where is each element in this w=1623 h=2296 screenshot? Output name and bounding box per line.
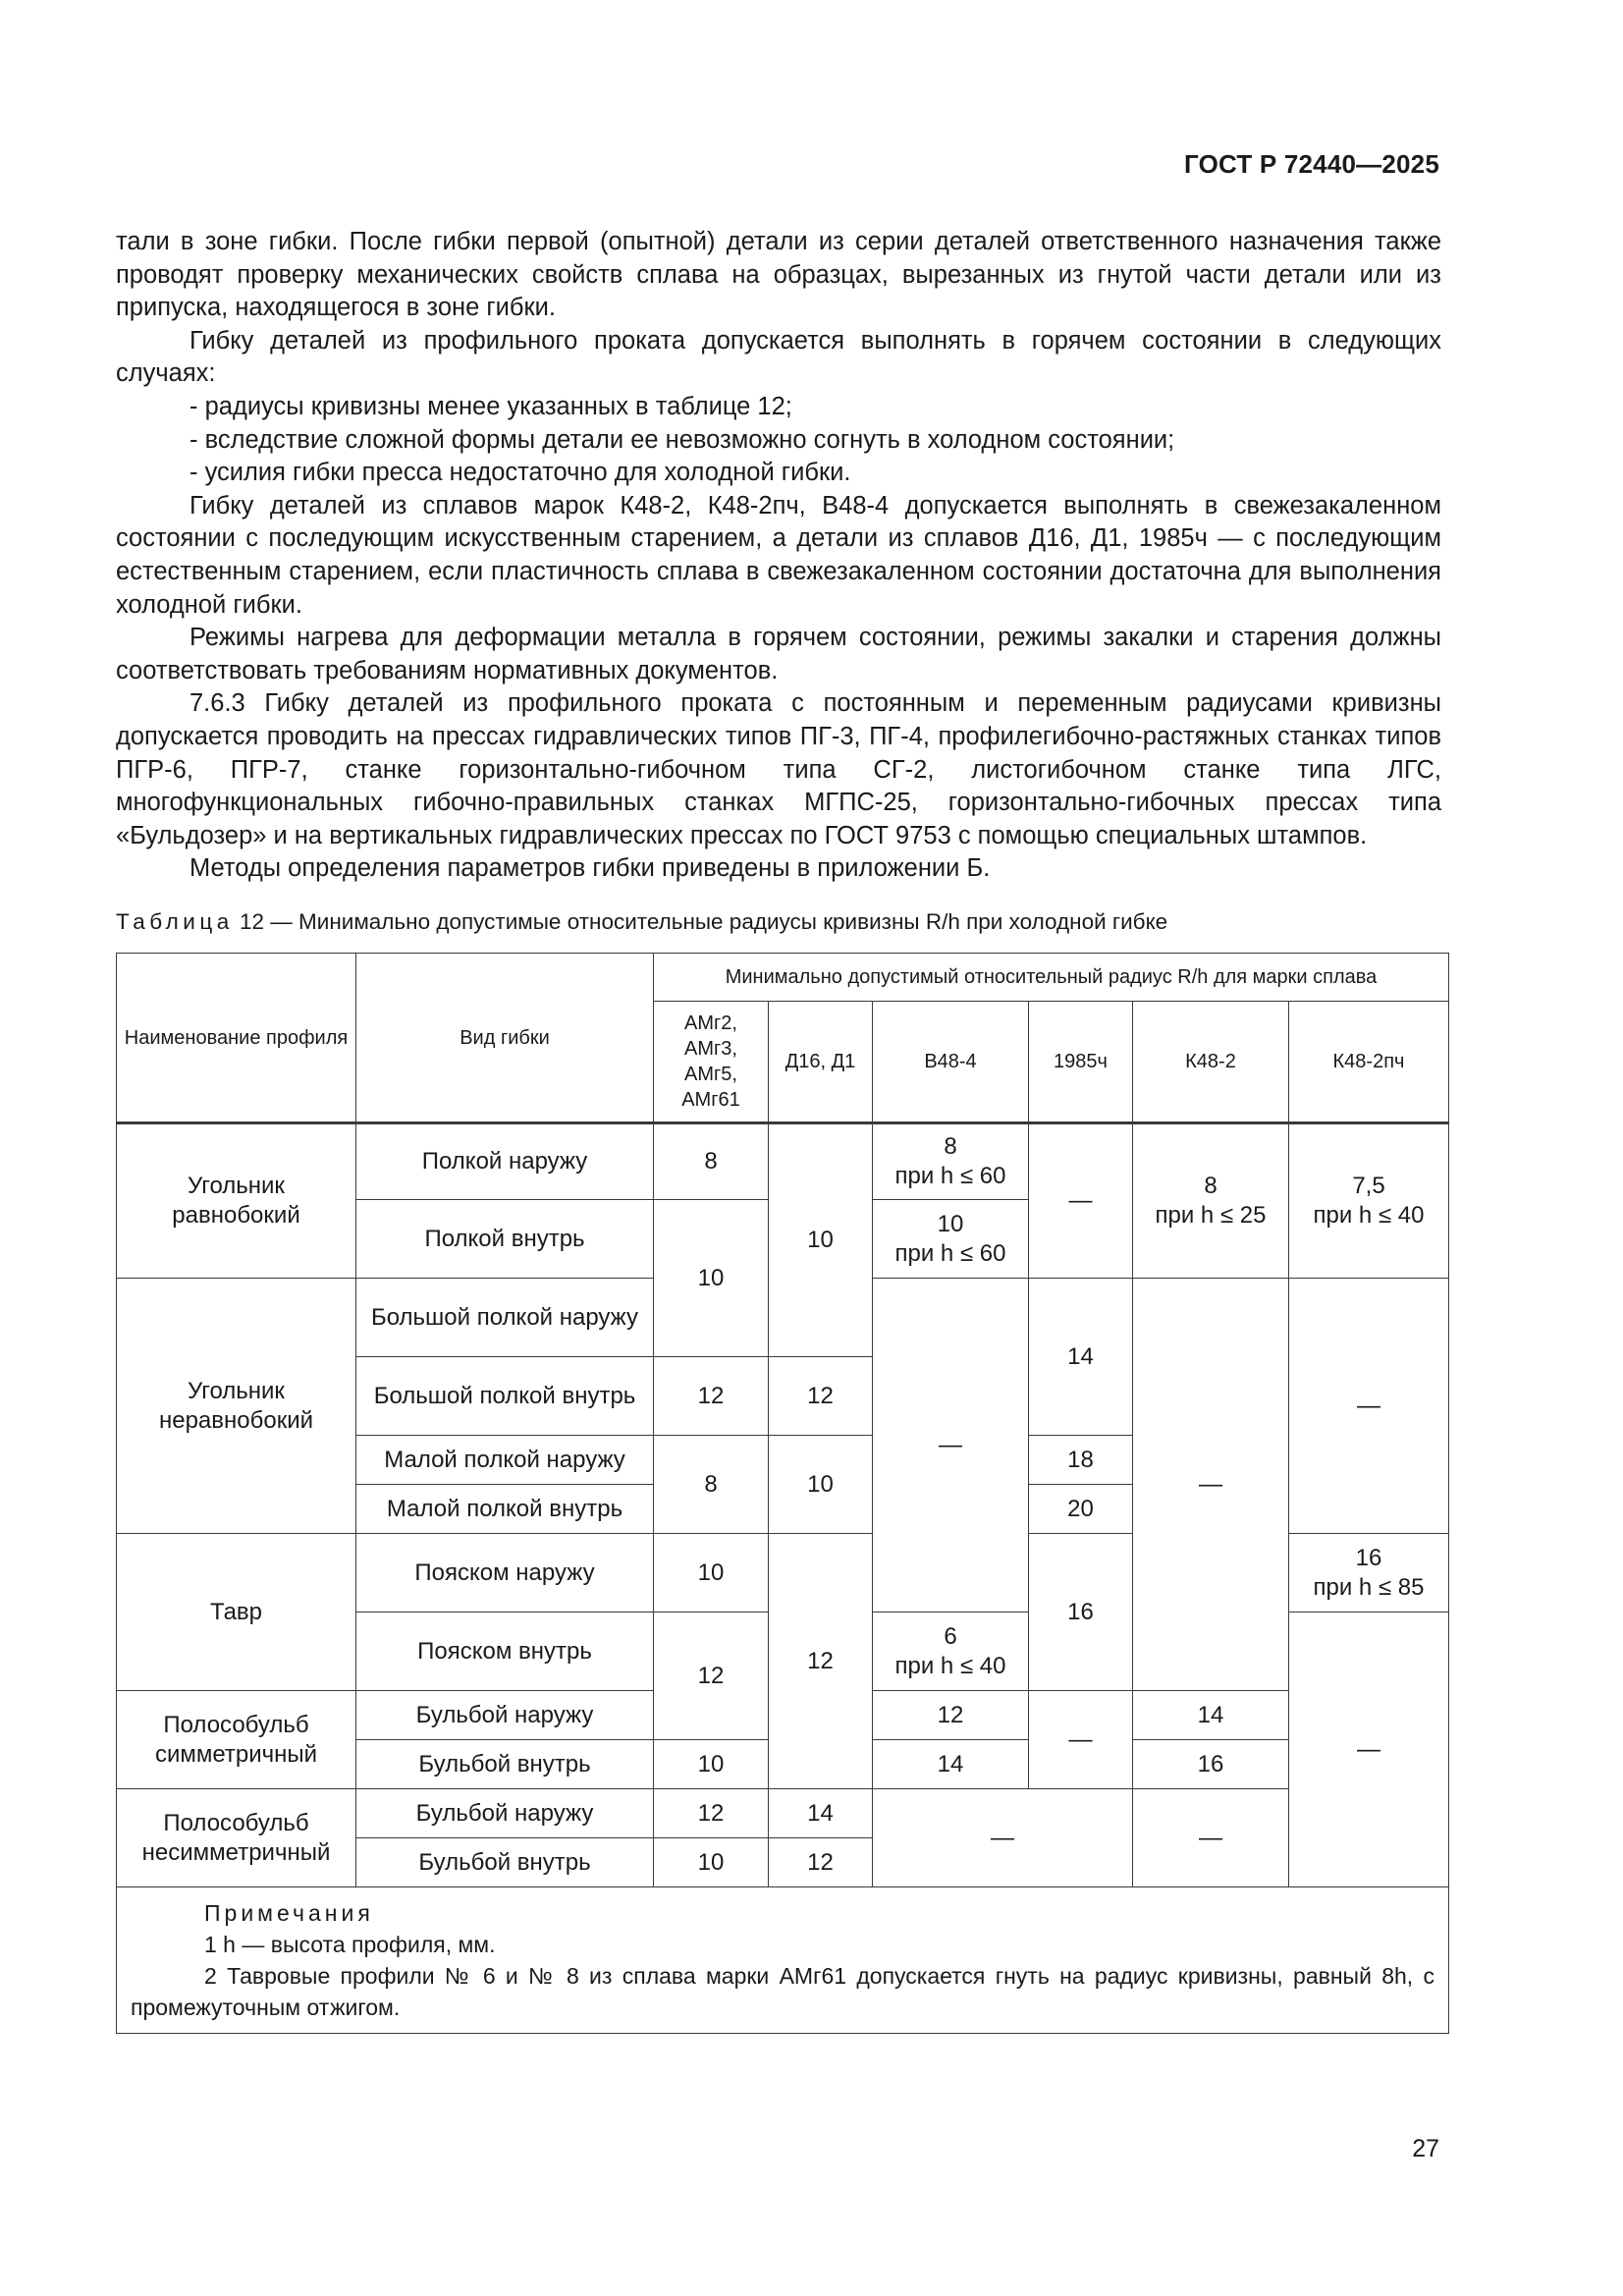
value-condition: при h ≤ 85 [1313,1573,1425,1601]
value-cell: 10 [654,1534,769,1613]
bend-cell: Большой полкой внутрь [356,1357,654,1436]
value-cell: 8 [654,1436,769,1534]
value-cell [1289,1534,1449,1613]
profile-cell: Угольник неравнобокий [117,1279,356,1534]
value-cell [873,1200,1029,1279]
value-cell: 14 [1029,1279,1133,1436]
note-item: 2 Тавровые профили № 6 и № 8 из сплава марки АМг61 допускается гнуть на радиус кривизны, равный 8h, с промежуточным отжигом. [131,1963,1434,2020]
profile-cell: Угольник равнобокий [117,1123,356,1279]
header-amg: АМг2, АМг3, АМг5, АМг61 [654,1002,769,1123]
profile-cell: Полособульб несимметричный [117,1789,356,1887]
document-header: ГОСТ Р 72440—2025 [1184,149,1439,179]
header-1985: 1985ч [1029,1002,1133,1123]
table-caption-label: Таблица [116,909,234,934]
notes-title: Примечания [204,1900,374,1926]
value-cell: 18 [1029,1436,1133,1485]
value-cell: 20 [1029,1485,1133,1534]
value-condition: при h ≤ 40 [894,1652,1006,1679]
value-cell: 12 [769,1357,873,1436]
value-cell: — [1133,1789,1289,1887]
value-cell [873,1613,1029,1691]
value-number: 16 [1355,1544,1382,1571]
value-cell [1133,1123,1289,1279]
paragraph: Режимы нагрева для деформации металла в горячем состоянии, режимы закалки и старения должны соответствовать требованиям нормативных документов. [116,624,1441,684]
header-v48: В48-4 [873,1002,1029,1123]
value-cell: 16 [1133,1740,1289,1789]
page-number: 27 [1412,2135,1439,2162]
value-cell: 12 [654,1789,769,1838]
value-cell: 14 [769,1789,873,1838]
radius-table [116,953,1449,2034]
bend-cell: Бульбой наружу [356,1789,654,1838]
value-cell: 12 [769,1534,873,1789]
value-cell: — [1029,1691,1133,1789]
bend-cell: Малой полкой внутрь [356,1485,654,1534]
value-cell: — [1289,1279,1449,1534]
value-cell: 12 [769,1838,873,1887]
table-caption [116,907,1441,937]
value-cell: — [1289,1613,1449,1887]
value-number: 6 [944,1622,957,1650]
value-cell: 12 [654,1613,769,1740]
table-container [116,953,1449,2034]
paragraph: 7.6.3 Гибку деталей из профильного проката с постоянным и переменным радиусами кривизны допускается проводить на прессах гидравлических типов ПГ-3, ПГ-4, профилегибочно-растяжных станках типов ПГР-6, ПГР-7, станке горизонтально-гибочном типа СГ-2, листогибочном станке типа ЛГС, многофункциональных гибочно-правильных станках МГПС-25, горизонтально-гибочных прессах типа «Бульдозер» и на вертикальных гидравлических прессах по ГОСТ 9753 с помощью специальных штампов. [116,689,1441,849]
value-cell [873,1123,1029,1200]
value-number: 7,5 [1352,1173,1385,1199]
value-cell: 10 [769,1436,873,1534]
body-text [116,226,1441,886]
value-condition: при h ≤ 60 [894,1239,1006,1267]
value-cell: 12 [873,1691,1029,1740]
paragraph: Гибку деталей из профильного проката допускается выполнять в горячем состоянии в следующих случаях: [116,326,1441,388]
value-cell: 10 [654,1740,769,1789]
value-condition: при h ≤ 40 [1313,1202,1425,1229]
bend-cell: Пояском внутрь [356,1613,654,1691]
bend-cell: Бульбой внутрь [356,1740,654,1789]
value-cell: 10 [654,1200,769,1357]
bend-cell: Большой полкой наружу [356,1279,654,1357]
list-item: - радиусы кривизны менее указанных в таблице 12; [189,392,792,420]
paragraph: Гибку деталей из сплавов марок К48-2, К48-2пч, В48-4 допускается выполнять в свежезакаленном состоянии с последующим искусственным старением, а детали из сплавов Д16, Д1, 1985ч — с последующим естественным старением, если пластичность сплава в свежезакаленном состоянии достаточна для выполнения холодной гибки. [116,491,1441,619]
profile-cell: Тавр [117,1534,356,1691]
note-item: 1 h — высота профиля, мм. [204,1932,496,1957]
value-condition: при h ≤ 60 [894,1163,1006,1189]
list-item: - вследствие сложной формы детали ее невозможно согнуть в холодном состоянии; [189,425,1175,454]
header-k48pch: К48-2пч [1289,1002,1449,1123]
header-profile: Наименование профиля [117,954,356,1123]
value-number: 10 [937,1210,964,1237]
bend-cell: Малой полкой наружу [356,1436,654,1485]
value-cell: 12 [654,1357,769,1436]
profile-cell: Полособульб симметричный [117,1691,356,1789]
bend-cell: Бульбой внутрь [356,1838,654,1887]
value-cell: 14 [1133,1691,1289,1740]
value-cell: 10 [769,1123,873,1357]
header-k48: К48-2 [1133,1002,1289,1123]
bend-cell: Полкой внутрь [356,1200,654,1279]
value-cell: 8 [654,1123,769,1200]
value-cell [1289,1123,1449,1279]
value-cell: 16 [1029,1534,1133,1691]
paragraph: Методы определения параметров гибки приведены в приложении Б. [189,854,991,883]
value-cell: — [1029,1123,1133,1279]
value-cell: 14 [873,1740,1029,1789]
value-cell: — [873,1789,1133,1887]
table-caption-text: 12 — Минимально допустимые относительные радиусы кривизны R/h при холодной гибке [233,909,1168,934]
value-cell: 10 [654,1838,769,1887]
value-number: 8 [944,1133,957,1160]
table-notes [117,1887,1449,2034]
paragraph: тали в зоне гибки. После гибки первой (опытной) детали из серии деталей ответственного назначения также проводят проверку механических свойств сплава на образцах, вырезанных из гнутой части детали или из припуска, находящегося в зоне гибки. [116,228,1441,322]
list-item: - усилия гибки пресса недостаточно для холодной гибки. [189,459,851,487]
value-condition: при h ≤ 25 [1155,1202,1267,1229]
value-cell: — [1133,1279,1289,1691]
bend-cell: Пояском наружу [356,1534,654,1613]
header-bend-type: Вид гибки [356,954,654,1123]
value-cell: — [873,1279,1029,1613]
value-number: 8 [1204,1173,1217,1199]
bend-cell: Полкой наружу [356,1123,654,1200]
header-d16: Д16, Д1 [769,1002,873,1123]
bend-cell: Бульбой наружу [356,1691,654,1740]
header-alloy-group: Минимально допустимый относительный радиус R/h для марки сплава [654,954,1449,1002]
